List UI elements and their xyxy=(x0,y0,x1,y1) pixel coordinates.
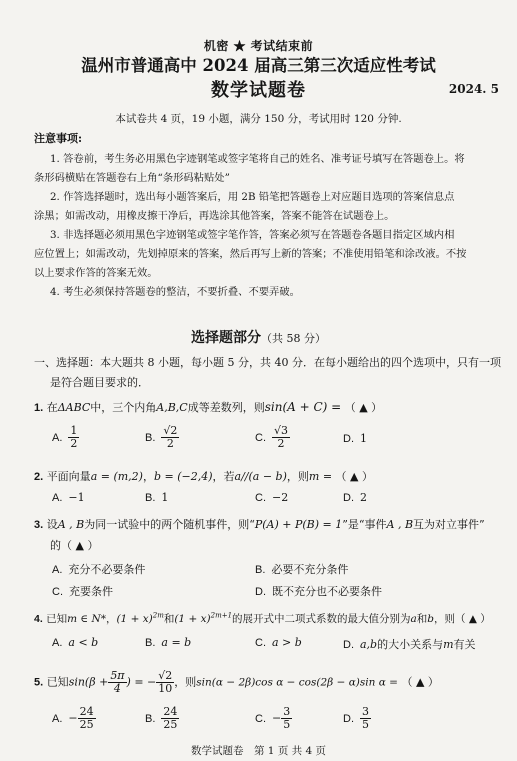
section-title-text: 选择题部分 xyxy=(191,330,261,346)
paper-title: 数学试题卷 xyxy=(211,80,306,101)
answer-mark: （ ▲ ） xyxy=(401,675,439,689)
note-line-1: 1. 答卷前，考生务必用黑色字迹钢笔或签字笔将自己的姓名、准考证号填写在答题卷上。将 xyxy=(50,153,465,165)
instructions-line-1: 一、选择题：本大题共 8 小题，每小题 5 分，共 40 分．在每小题给出的四个选项中，只有一项 xyxy=(34,356,501,369)
fraction: $\frac{3}{5}$ xyxy=(283,705,291,731)
question-1 xyxy=(34,399,382,415)
note-line-2: 条形码横贴在答题卷右上角“条形码粘贴处” xyxy=(34,172,230,184)
q1-text-post: 成等差数列，则 xyxy=(187,401,265,414)
q1-text-mid: 中，三个内角 xyxy=(90,401,157,414)
q3-line-2: 的（ ▲ ） xyxy=(50,539,99,552)
question-number: 4. xyxy=(34,613,43,625)
question-number: 3. xyxy=(34,519,44,531)
q2-option-b: B. 1 xyxy=(145,491,169,504)
q4-option-d: D. a,b的大小关系与m有关 xyxy=(343,638,476,651)
notes-heading: 注意事项: xyxy=(34,132,83,145)
question-number: 1. xyxy=(34,402,44,414)
q5-option-a: A. − $\frac{24}{25}$ xyxy=(52,705,94,731)
q2-condition: a//(a − b) xyxy=(234,470,287,483)
confidential-label: 机密 ★ 考试结束前 xyxy=(203,39,314,53)
fraction: $\frac{24}{25}$ xyxy=(163,705,178,731)
answer-mark: （ ▲ ） xyxy=(344,401,383,414)
q1-option-b: B. $\frac{√2}{2}$ xyxy=(145,424,178,450)
question-number: 2. xyxy=(34,471,44,483)
q1-option-c: C. $\frac{√3}{2}$ xyxy=(255,424,289,450)
note-line-8: 4. 考生必须保持答题卷的整洁，不要折叠、不要弄破。 xyxy=(50,286,300,298)
q5-option-b: B. $\frac{24}{25}$ xyxy=(145,705,178,731)
question-4: 4. 已知m ∈ N*，$(1 + x)^{2m}$和$(1 + x)^{2m+1}$的展开式中二项式系数的最大值分别为a和b，则（ ▲ ） xyxy=(34,611,491,625)
q2-option-a: A. −1 xyxy=(52,491,85,504)
q4-option-c: C. a > b xyxy=(255,636,302,649)
q5-option-c: C. − $\frac{3}{5}$ xyxy=(255,705,291,731)
fraction: $\frac{1}{2}$ xyxy=(70,424,78,450)
fraction: $\frac{3}{5}$ xyxy=(362,705,369,731)
q3-option-d: D. 既不充分也不必要条件 xyxy=(255,585,382,598)
fraction: $\frac{5\pi}{4}$ xyxy=(110,669,125,695)
question-5: 5. 已知sin(β + $\frac{5\pi}{4}$ ) = − $\frac{√2}{10}$ ，则sin(α − 2β)cos α − cos(2β − α)sin α = （ ▲ ） xyxy=(34,669,439,695)
answer-mark: （ ▲ ） xyxy=(335,470,373,483)
q5-expression: sin(α − 2β)cos α − cos(2β − α)sin α = xyxy=(196,676,398,689)
q1-option-d: D. 1 xyxy=(343,432,367,445)
q1-triangle: ΔABC xyxy=(57,401,91,414)
section-subtitle: （共 58 分） xyxy=(261,332,326,345)
question-2: 2. 平面向量a = (m,2)，b = (−2,4)，若a//(a − b)，则m = （ ▲ ） xyxy=(34,470,373,483)
q2-option-c: C. −2 xyxy=(255,491,289,504)
note-line-5: 3. 非选择题必须用黑色字迹钢笔或签字笔作答，答案必须写在答题卷各题目指定区域内相 xyxy=(50,229,455,241)
q5-option-d: D. $\frac{3}{5}$ xyxy=(343,705,369,731)
question-3: 3. 设A , B为同一试验中的两个随机事件，则“P(A) + P(B) = 1”是“事件A , B互为对立事件” xyxy=(34,518,485,531)
note-line-3: 2. 作答选择题时，选出每小题答案后，用 2B 铅笔把答题卷上对应题目选项的答案信息点 xyxy=(50,191,455,203)
question-number: 5. xyxy=(34,676,44,689)
q4-option-a: A. a < b xyxy=(52,636,99,649)
instructions-line-2: 是符合题目要求的． xyxy=(50,376,149,389)
q3-expression: P(A) + P(B) = 1 xyxy=(254,518,343,531)
note-line-4: 涂黑；如需改动，用橡皮擦干净后，再选涂其他答案，答案不能答在试题卷上。 xyxy=(34,210,395,222)
page-footer: 数学试题卷 第 1 页 共 4 页 xyxy=(190,745,327,757)
answer-mark: （ ▲ ） xyxy=(455,613,491,625)
fraction: $\frac{24}{25}$ xyxy=(79,705,94,731)
q2-expression: m = xyxy=(308,470,333,483)
fraction: $\frac{√3}{2}$ xyxy=(274,424,289,450)
note-line-7: 以上要求作答的答案无效。 xyxy=(34,267,158,279)
q1-angles: A,B,C xyxy=(156,401,188,414)
note-line-6: 应位置上；如需改动，先划掉原来的答案，然后再写上新的答案；不准使用铅笔和涂改液。不按 xyxy=(34,248,467,260)
q3-option-c: C. 充要条件 xyxy=(52,585,113,598)
q2-vector-a: a = (m,2) xyxy=(90,470,143,483)
exam-title: 温州市普通高中 2024 届高三第三次适应性考试 xyxy=(81,56,436,75)
q3-option-b: B. 必要不充分条件 xyxy=(255,563,349,576)
section-title xyxy=(0,327,517,347)
q1-option-a: A. $\frac{1}{2}$ xyxy=(52,424,78,450)
fraction: $\frac{√2}{2}$ xyxy=(163,424,178,450)
q1-expression: sin(A + C) = xyxy=(264,400,342,414)
paper-intro: 本试卷共 4 页，19 小题，满分 150 分，考试用时 120 分钟. xyxy=(115,113,402,125)
q3-option-a: A. 充分不必要条件 xyxy=(52,563,146,576)
fraction: $\frac{√2}{10}$ xyxy=(158,669,173,695)
q2-option-d: D. 2 xyxy=(343,491,367,504)
q4-option-b: B. a = b xyxy=(145,636,192,649)
q2-vector-b: b = (−2,4) xyxy=(153,470,213,483)
exam-date: 2024. 5 xyxy=(448,82,499,96)
q1-text-pre: 在 xyxy=(46,401,58,414)
